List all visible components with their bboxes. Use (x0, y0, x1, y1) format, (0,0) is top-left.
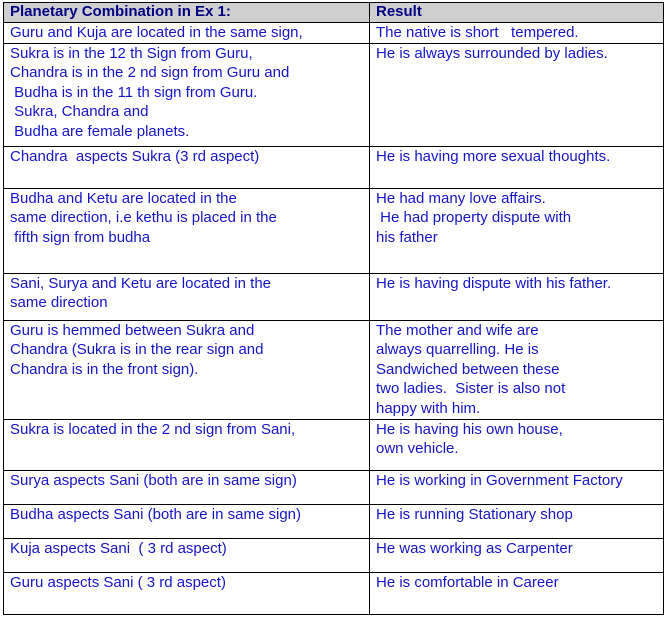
combination-text-line: Budha are female planets. (10, 122, 190, 140)
result-cell (370, 273, 664, 320)
combination-text-line: Chandra is in the front sign). (10, 360, 199, 378)
combination-text-line: Budha and Ketu are located in the (10, 189, 237, 207)
result-text-line: He is running Stationary shop (376, 505, 573, 523)
result-text-line: The mother and wife are (376, 321, 539, 339)
combination-text-line: same direction (10, 294, 108, 312)
result-cell (370, 470, 664, 504)
combination-cell (4, 146, 370, 188)
result-text-line: own vehicle. (376, 440, 459, 458)
combination-cell (4, 470, 370, 504)
planetary-combination-table (3, 2, 664, 615)
table-row (4, 572, 664, 614)
combination-text-line: Guru is hemmed between Sukra and (10, 321, 255, 339)
table-row (4, 273, 664, 320)
combination-text-line: Guru aspects Sani ( 3 rd aspect) (10, 573, 226, 591)
combination-cell (4, 419, 370, 470)
combination-text-line: fifth sign from budha (10, 228, 151, 246)
combination-text-line: Sani, Surya and Ketu are located in the (10, 274, 272, 292)
result-cell (370, 146, 664, 188)
result-cell (370, 188, 664, 273)
combination-cell (4, 572, 370, 614)
table-row (4, 470, 664, 504)
combination-text-line: same direction, i.e kethu is placed in the (10, 209, 277, 227)
combination-cell (4, 43, 370, 146)
result-cell (370, 43, 664, 146)
combination-cell (4, 23, 370, 44)
result-text-line: He is having more sexual thoughts. (376, 147, 611, 165)
table-row (4, 23, 664, 44)
result-text-line: happy with him. (376, 399, 481, 417)
result-text-line: always quarrelling. He is (376, 341, 539, 359)
result-text-line: two ladies. Sister is also not (376, 380, 566, 398)
combination-cell (4, 273, 370, 320)
combination-text-line: Chandra is in the 2 nd sign from Guru and (10, 64, 290, 82)
combination-cell (4, 188, 370, 273)
combination-text-line: Kuja aspects Sani ( 3 rd aspect) (10, 539, 227, 557)
combination-text-line: Budha aspects Sani (both are in same sign) (10, 505, 301, 523)
result-cell (370, 504, 664, 538)
result-text-line: He had property dispute with (376, 209, 572, 227)
result-text-line: He is comfortable in Career (376, 573, 559, 591)
result-text-line: Sandwiched between these (376, 360, 560, 378)
header-row (4, 3, 664, 23)
result-text-line: He is working in Government Factory (376, 471, 623, 489)
combination-text-line: Sukra is in the 12 th Sign from Guru, (10, 44, 253, 62)
result-cell (370, 538, 664, 572)
table-row (4, 320, 664, 419)
table-row (4, 146, 664, 188)
result-text-line: He had many love affairs. (376, 189, 546, 207)
result-text-line: The native is short tempered. (376, 24, 579, 41)
combination-text-line: Chandra aspects Sukra (3 rd aspect) (10, 147, 260, 165)
table-row (4, 538, 664, 572)
combination-cell (4, 538, 370, 572)
combination-text-line: Sukra, Chandra and (10, 103, 149, 121)
header-result: Result (370, 3, 664, 23)
table-row (4, 188, 664, 273)
combination-cell (4, 320, 370, 419)
combination-text-line: Surya aspects Sani (both are in same sign) (10, 471, 297, 489)
result-text-line: He is having dispute with his father. (376, 274, 612, 292)
result-text-line: his father (376, 228, 438, 246)
result-cell (370, 419, 664, 470)
table-row (4, 504, 664, 538)
result-cell (370, 320, 664, 419)
combination-text-line: Guru and Kuja are located in the same sign, (10, 24, 303, 41)
header-combination: Planetary Combination in Ex 1: (4, 3, 370, 23)
combination-text-line: Sukra is located in the 2 nd sign from Sani, (10, 420, 296, 438)
combination-cell (4, 504, 370, 538)
result-text-line: He was working as Carpenter (376, 539, 573, 557)
result-cell (370, 23, 664, 44)
result-text-line: He is always surrounded by ladies. (376, 44, 608, 62)
result-cell (370, 572, 664, 614)
table-row (4, 43, 664, 146)
result-text-line: He is having his own house, (376, 420, 563, 438)
combination-text-line: Budha is in the 11 th sign from Guru. (10, 83, 258, 101)
table-row (4, 419, 664, 470)
combination-text-line: Chandra (Sukra is in the rear sign and (10, 341, 264, 359)
